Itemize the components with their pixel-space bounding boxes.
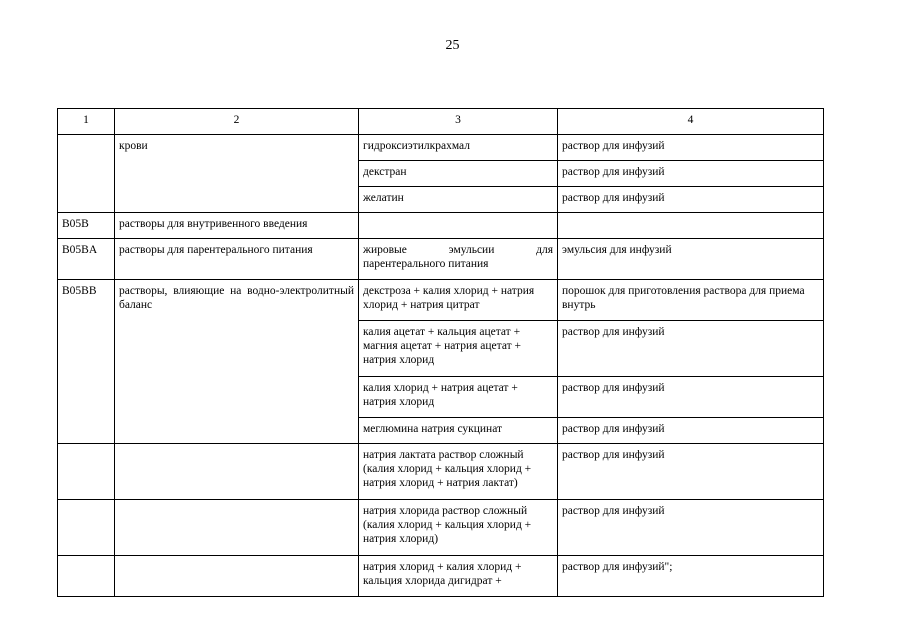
- atc-code-cell: B05B: [58, 213, 115, 239]
- atc-code-cell: B05BB: [58, 280, 115, 444]
- dosage-form-cell: раствор для инфузий: [558, 444, 824, 500]
- dosage-form-cell: раствор для инфузий: [558, 377, 824, 418]
- dosage-form-cell: раствор для инфузий: [558, 418, 824, 444]
- drug-name-cell: гидроксиэтилкрахмал: [359, 135, 558, 161]
- header-cell-3: 3: [359, 109, 558, 135]
- dosage-form-cell: [558, 213, 824, 239]
- header-cell-2: 2: [115, 109, 359, 135]
- drug-name-cell: декстроза + калия хлорид + натрия хлорид + натрия цитрат: [359, 280, 558, 321]
- group-name-cell: [115, 444, 359, 500]
- dosage-form-cell: раствор для инфузий: [558, 187, 824, 213]
- table-row: [58, 135, 824, 161]
- drug-name-cell: [359, 213, 558, 239]
- drug-name-cell: желатин: [359, 187, 558, 213]
- drug-name-cell: калия ацетат + кальция ацетат + магния ацетат + натрия ацетат + натрия хлорид: [359, 321, 558, 377]
- drug-name-cell: натрия хлорид + калия хлорид + кальция хлорида дигидрат +: [359, 556, 558, 597]
- table-row: [58, 556, 824, 597]
- dosage-form-cell: раствор для инфузий: [558, 500, 824, 556]
- dosage-form-cell: раствор для инфузий: [558, 135, 824, 161]
- header-cell-1: 1: [58, 109, 115, 135]
- page-number: 25: [445, 38, 460, 53]
- group-name-cell: растворы для внутривенного введения: [115, 213, 359, 239]
- drug-name-cell: натрия хлорида раствор сложный (калия хлорид + кальция хлорид + натрия хлорид): [359, 500, 558, 556]
- drug-name-cell: декстран: [359, 161, 558, 187]
- drug-name-cell: меглюмина натрия сукцинат: [359, 418, 558, 444]
- drug-table: [57, 108, 824, 597]
- drug-name-cell: натрия лактата раствор сложный (калия хлорид + кальция хлорид + натрия хлорид + натрия лактат): [359, 444, 558, 500]
- table-header-row: [58, 109, 824, 135]
- group-name-cell: [115, 556, 359, 597]
- table-row: [58, 444, 824, 500]
- drug-name-cell: жировые эмульсии для парентерального питания: [359, 239, 558, 280]
- table-row: [58, 280, 824, 321]
- group-name-cell: крови: [115, 135, 359, 213]
- table-row: [58, 239, 824, 280]
- table-row: [58, 213, 824, 239]
- dosage-form-cell: раствор для инфузий: [558, 321, 824, 377]
- group-name-cell: растворы, влияющие на водно-электролитный баланс: [115, 280, 359, 444]
- atc-code-cell: [58, 500, 115, 556]
- dosage-form-cell: эмульсия для инфузий: [558, 239, 824, 280]
- atc-code-cell: [58, 135, 115, 213]
- dosage-form-cell: порошок для приготовления раствора для приема внутрь: [558, 280, 824, 321]
- atc-code-cell: B05BA: [58, 239, 115, 280]
- atc-code-cell: [58, 444, 115, 500]
- drug-name-cell: калия хлорид + натрия ацетат + натрия хлорид: [359, 377, 558, 418]
- group-name-cell: [115, 500, 359, 556]
- group-name-cell: растворы для парентерального питания: [115, 239, 359, 280]
- table-row: [58, 500, 824, 556]
- dosage-form-cell: раствор для инфузий";: [558, 556, 824, 597]
- atc-code-cell: [58, 556, 115, 597]
- header-cell-4: 4: [558, 109, 824, 135]
- dosage-form-cell: раствор для инфузий: [558, 161, 824, 187]
